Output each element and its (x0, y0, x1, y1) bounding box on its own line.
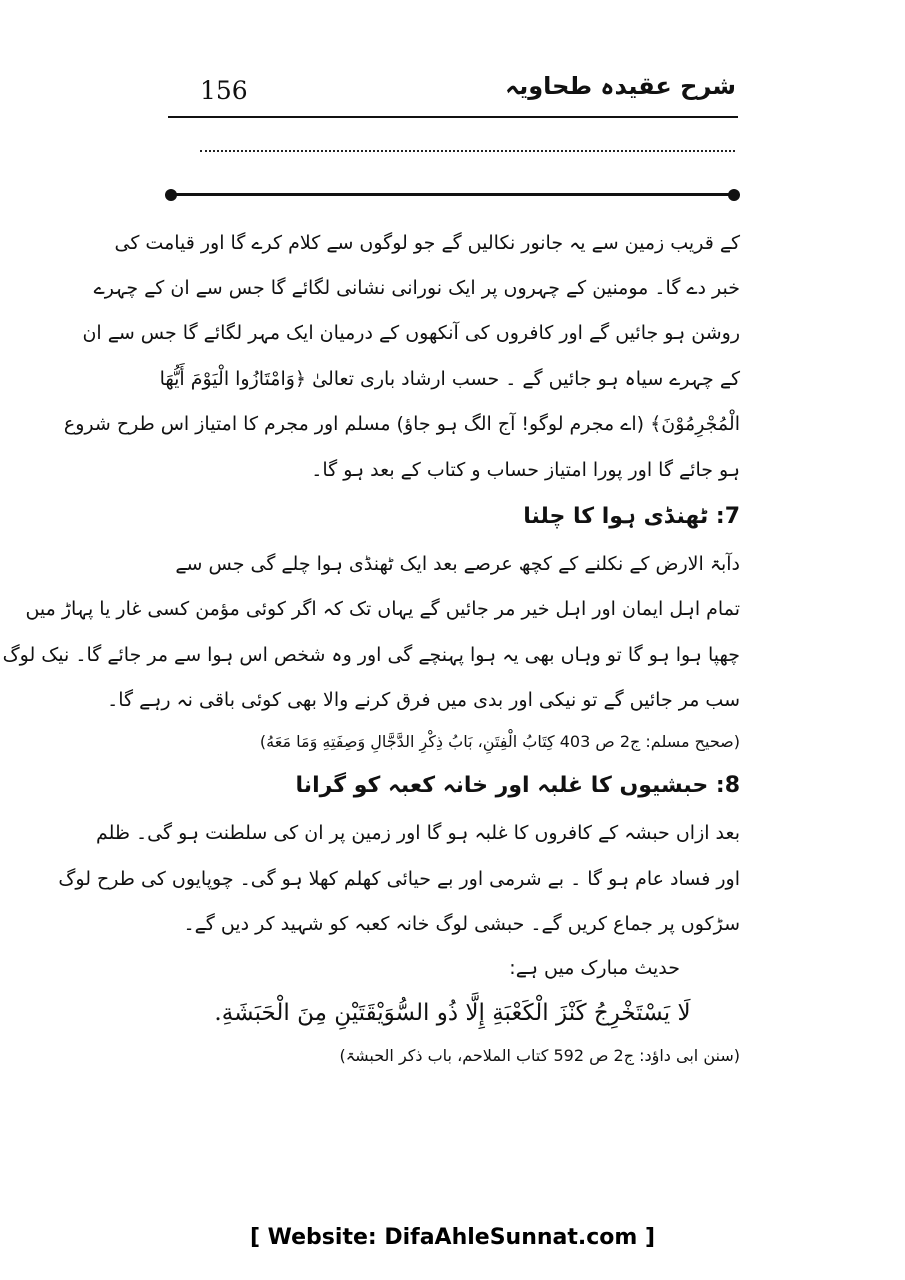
paragraph-line: روشن ہو جائیں گے اور کافروں کی آنکھوں کے درمیان ایک مہر لگائے گا جس سے ان (82, 322, 740, 344)
paragraph-line: ہو جائے گا اور پورا امتیاز حساب و کتاب کے بعد ہو گا۔ (311, 459, 740, 481)
section-8-heading: 8: حبشیوں کا غلبہ اور خانہ کعبہ کو گرانا (295, 773, 740, 798)
hadith-arabic: لَا يَسْتَخْرِجُ كَنْزَ الْكَعْبَةِ إِلَّا ذُو السُّوَيْقَتَيْنِ مِنَ الْحَبَشَةِ. (214, 1000, 691, 1026)
paragraph-line: کے قریب زمین سے یہ جانور نکالیں گے جو لوگوں سے کلام کرے گا اور قیامت کی (114, 232, 740, 254)
paragraph-line: چھپا ہوا ہو گا تو وہاں بھی یہ ہوا پہنچے گی اور وہ شخص اس ہوا سے مر جائے گا۔ نیک لوگ (2, 644, 740, 666)
paragraph-line: الْمُجْرِمُوْنَ﴾ (اے مجرم لوگو! آج الگ ہو جاؤ) مسلم اور مجرم کا امتیاز اس طرح شروع (63, 413, 740, 435)
section-7-reference: (صحیح مسلم: ج2 ص 403 كِتَابُ الْفِتَنِ، بَابُ ذِكْرِ الدَّجَّالِ وَصِفَتِهِ وَمَا مَعَهُ) (259, 732, 740, 751)
paragraph-line: خبر دے گا۔ مومنین کے چہروں پر ایک نورانی نشانی لگائے گا جس سے ان کے چہرے (93, 277, 740, 299)
divider-dot-right (728, 189, 740, 201)
paragraph-line: کے چہرے سیاہ ہو جائیں گے ۔ حسب ارشاد باری تعالیٰ ﴿وَامْتَازُوا الْيَوْمَ أَيُّهَا (159, 368, 740, 390)
paragraph-line: اور فساد عام ہو گا ۔ بے شرمی اور بے حیائی کھلم کھلا ہو گی۔ چوپایوں کی طرح لوگ (58, 868, 740, 890)
page-number: 156 (200, 76, 248, 105)
hadith-intro: حدیث مبارک میں ہے: (509, 957, 680, 979)
paragraph-line: سب مر جائیں گے تو نیکی اور بدی میں فرق کرنے والا بھی کوئی باقی نہ رہے گا۔ (107, 689, 740, 711)
book-title: شرح عقیدہ طحاویہ (505, 72, 736, 100)
section-7-heading: 7: ٹھنڈی ہوا کا چلنا (523, 504, 740, 529)
paragraph-line: سڑکوں پر جماع کریں گے۔ حبشی لوگ خانہ کعبہ کو شہید کر دیں گے۔ (183, 913, 740, 935)
paragraph-line: بعد ازاں حبشہ کے کافروں کا غلبہ ہو گا اور زمین پر ان کی سلطنت ہو گی۔ ظلم (95, 822, 740, 844)
section-8-reference: (سنن ابی داؤد: ج2 ص 592 کتاب الملاحم، باب ذکر الحبشۃ) (339, 1046, 740, 1065)
paragraph-line: دآبۃ الارض کے نکلنے کے کچھ عرصے بعد ایک ٹھنڈی ہوا چلے گی جس سے (175, 553, 740, 575)
divider-bar (171, 193, 734, 196)
paragraph-line: تمام اہل ایمان اور اہل خیر مر جائیں گے یہاں تک کہ اگر کوئی مؤمن کسی غار یا پہاڑ میں (25, 598, 740, 620)
divider-dot-left (165, 189, 177, 201)
ornamental-divider (165, 189, 740, 201)
dotted-separator (200, 150, 735, 152)
website-link[interactable]: [ Website: DifaAhleSunnat.com ] (249, 1225, 656, 1250)
page-header (168, 72, 738, 118)
